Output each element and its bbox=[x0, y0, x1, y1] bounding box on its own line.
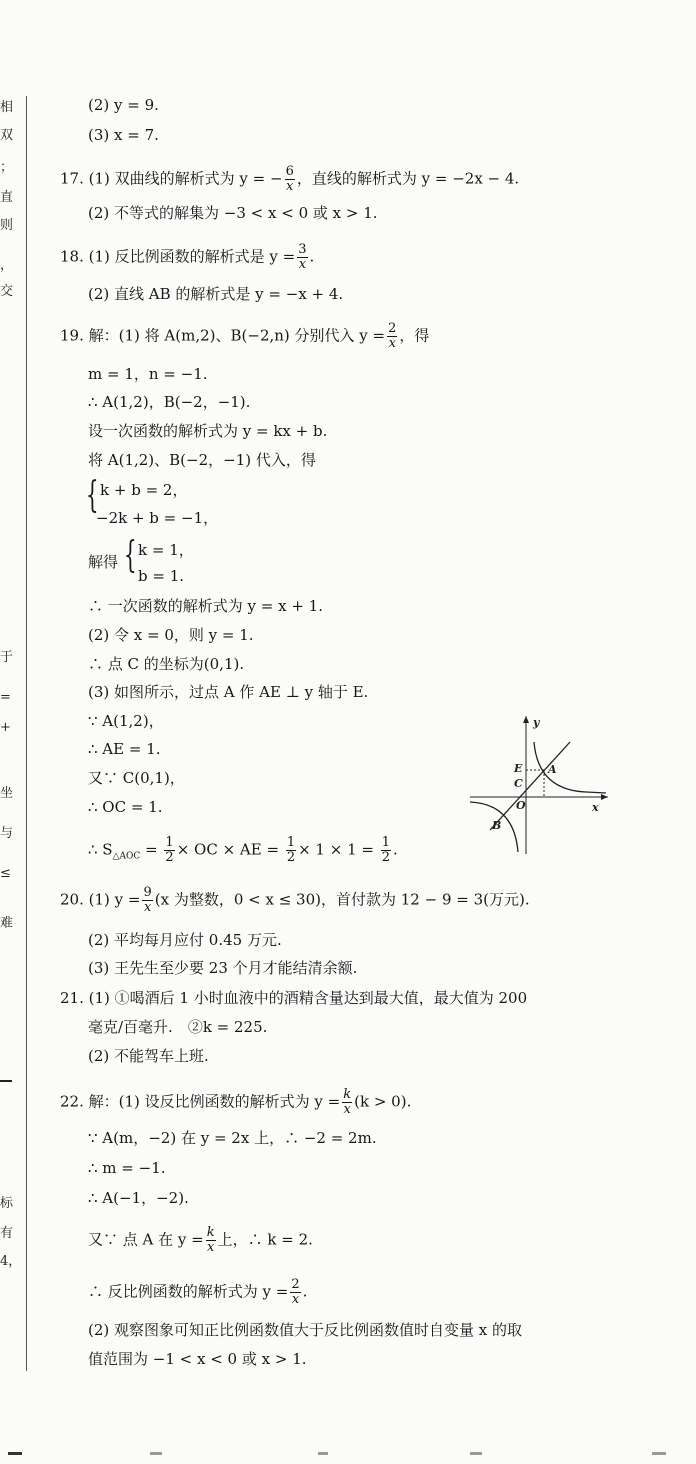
text-run: (1) 双曲线的解析式为 y = − bbox=[88, 169, 283, 188]
fraction bbox=[285, 165, 295, 194]
answer-line: 设一次函数的解析式为 y = kx + b. bbox=[88, 422, 328, 440]
equation-line: −2k + b = −1， bbox=[96, 509, 219, 527]
text-run: ，直线的解析式为 y = −2x − 4. bbox=[296, 169, 520, 188]
text-run: (1) ①喝酒后 1 小时血液中的酒精含量达到最大值，最大值为 200 bbox=[88, 989, 528, 1007]
question-number: 22. bbox=[60, 1092, 84, 1111]
left-brace: { bbox=[124, 535, 137, 576]
answer-line: 将 A(1,2)、B(−2，−1) 代入，得 bbox=[88, 451, 316, 469]
answer-line: 值范围为 −1 < x < 0 或 x > 1. bbox=[88, 1350, 307, 1368]
label-E: E bbox=[514, 762, 523, 775]
edge-char: 标 bbox=[0, 1196, 14, 1211]
edge-char: + bbox=[0, 720, 11, 735]
question-19-line-1 bbox=[60, 322, 429, 351]
text-run: (1) 反比例函数的解析式是 y = bbox=[88, 247, 296, 266]
edge-arrow-mark bbox=[0, 1080, 12, 1082]
answer-line: ∴ 点 C 的坐标为(0,1). bbox=[88, 655, 245, 673]
fraction-numerator: 9 bbox=[143, 885, 152, 900]
answer-line: (2) 不能驾车上班. bbox=[88, 1047, 209, 1065]
y-axis-arrow bbox=[523, 716, 529, 723]
fraction bbox=[142, 886, 152, 915]
subscript: △AOC bbox=[112, 851, 141, 862]
label-A: A bbox=[548, 763, 557, 776]
margin-rule bbox=[26, 96, 27, 1371]
answer-line: ∴ AE = 1. bbox=[88, 740, 161, 758]
question-number: 21. bbox=[60, 989, 84, 1007]
fraction-denominator: x bbox=[143, 900, 152, 915]
fraction-numerator: 3 bbox=[298, 242, 307, 257]
answer-line: 又∵ C(0,1)， bbox=[88, 769, 185, 787]
text-run: ，得 bbox=[399, 326, 430, 345]
answer-line-fraction bbox=[88, 1226, 313, 1255]
question-22-line-1 bbox=[60, 1088, 411, 1117]
answer-line: (3) x = 7. bbox=[88, 126, 159, 144]
fraction-denominator: x bbox=[286, 179, 294, 194]
fraction-denominator: x bbox=[291, 1292, 300, 1307]
answer-line: ∴ A(1,2)，B(−2，−1). bbox=[88, 393, 251, 411]
edge-char: ， bbox=[0, 258, 14, 273]
edge-char: 交 bbox=[0, 284, 14, 299]
fraction-numerator: k bbox=[206, 1225, 215, 1240]
fraction bbox=[297, 243, 307, 272]
answer-line: 毫克/百毫升. ②k = 225. bbox=[88, 1018, 268, 1036]
fraction-denominator: x bbox=[206, 1240, 215, 1255]
left-brace: { bbox=[86, 475, 99, 516]
answer-line: ∵ A(m，−2) 在 y = 2x 上，∴ −2 = 2m. bbox=[88, 1129, 377, 1147]
fraction-numerator: k bbox=[343, 1087, 352, 1102]
fraction-denominator: x bbox=[388, 336, 396, 351]
equation-line: b = 1. bbox=[138, 567, 185, 585]
edge-char: 难 bbox=[0, 916, 14, 931]
edge-char: 双 bbox=[0, 128, 14, 143]
answer-line: (2) y = 9. bbox=[88, 96, 159, 114]
answer-line: ∴ A(−1，−2). bbox=[88, 1189, 189, 1207]
text-run: × 1 × 1 = bbox=[298, 840, 374, 859]
answer-line: (3) 如图所示，过点 A 作 AE ⊥ y 轴于 E. bbox=[88, 683, 369, 701]
coordinate-figure bbox=[466, 712, 614, 858]
solve-label: 解得 bbox=[88, 553, 119, 571]
label-C: C bbox=[514, 777, 523, 790]
fraction-half bbox=[286, 836, 296, 865]
text-run: × OC × AE = bbox=[176, 840, 280, 859]
answer-line: (2) 令 x = 0，则 y = 1. bbox=[88, 626, 254, 644]
x-axis-arrow bbox=[601, 794, 608, 800]
equation-line: k + b = 2， bbox=[100, 481, 188, 499]
fraction-half bbox=[164, 836, 174, 865]
text-run: (x 为整数，0 < x ≤ 30)，首付款为 12 − 9 = 3(万元). bbox=[154, 890, 530, 909]
area-formula-line bbox=[88, 836, 398, 867]
edge-char: ； bbox=[0, 160, 14, 175]
answer-line: (3) 王先生至少要 23 个月才能结清余额. bbox=[88, 959, 358, 977]
fraction-denominator: 2 bbox=[165, 850, 174, 865]
fraction-numerator: 2 bbox=[388, 321, 397, 336]
answer-line: (2) 直线 AB 的解析式是 y = −x + 4. bbox=[88, 285, 344, 303]
edge-char: 相 bbox=[0, 100, 14, 115]
line-y-equals-x-plus-1 bbox=[490, 742, 570, 830]
text-run: (1) y = bbox=[88, 890, 141, 909]
equation-line: k = 1， bbox=[138, 541, 194, 559]
question-20-line-1 bbox=[60, 886, 530, 915]
fraction bbox=[342, 1088, 352, 1117]
text-run: . bbox=[302, 1282, 308, 1301]
text-run: 解：(1) 设反比例函数的解析式为 y = bbox=[88, 1092, 341, 1111]
fraction bbox=[206, 1226, 216, 1255]
answer-line: (2) 不等式的解集为 −3 < x < 0 或 x > 1. bbox=[88, 204, 378, 222]
answer-line: ∴ 一次函数的解析式为 y = x + 1. bbox=[88, 597, 323, 615]
edge-char: 4， bbox=[0, 1254, 22, 1269]
fraction-denominator: 2 bbox=[381, 850, 391, 865]
text-run: ∴ 反比例函数的解析式为 y = bbox=[88, 1282, 289, 1301]
edge-char: 有 bbox=[0, 1226, 14, 1241]
question-21-line-1 bbox=[60, 988, 527, 1008]
edge-char: 与 bbox=[0, 826, 14, 841]
text-run: = bbox=[140, 840, 158, 859]
fraction-numerator: 1 bbox=[165, 835, 174, 850]
question-18-line-1 bbox=[60, 243, 314, 272]
question-number: 17. bbox=[60, 169, 84, 188]
question-number: 19. bbox=[60, 326, 84, 345]
label-B: B bbox=[492, 819, 502, 832]
fraction-numerator: 1 bbox=[286, 835, 296, 850]
answer-line: ∴ m = −1. bbox=[88, 1159, 166, 1177]
question-17-line-1 bbox=[60, 165, 519, 194]
label-O: O bbox=[516, 799, 526, 812]
scan-mark bbox=[8, 1452, 22, 1455]
text-run: ∴ S bbox=[88, 840, 113, 859]
scan-mark bbox=[652, 1452, 666, 1455]
hyperbola-branch-right bbox=[534, 742, 606, 793]
scan-mark bbox=[150, 1452, 162, 1455]
text-run: 又∵ 点 A 在 y = bbox=[88, 1230, 204, 1249]
answer-line: ∵ A(1,2)， bbox=[88, 712, 164, 730]
text-run: 解：(1) 将 A(m,2)、B(−2,n) 分别代入 y = bbox=[88, 326, 386, 345]
text-run: (k > 0). bbox=[354, 1092, 412, 1111]
edge-char: 则 bbox=[0, 218, 14, 233]
answer-line: ∴ OC = 1. bbox=[88, 798, 163, 816]
edge-char: = bbox=[0, 690, 11, 705]
text-run: . bbox=[393, 840, 398, 859]
text-run: . bbox=[309, 247, 315, 266]
fraction-numerator: 2 bbox=[291, 1277, 300, 1292]
answer-line: (2) 观察图象可知正比例函数值大于反比例函数值时自变量 x 的取 bbox=[88, 1321, 523, 1339]
question-number: 20. bbox=[60, 890, 84, 909]
fraction-half bbox=[381, 836, 391, 865]
fraction bbox=[387, 322, 397, 351]
answer-line-fraction bbox=[88, 1278, 307, 1307]
label-x: x bbox=[592, 801, 599, 814]
fraction-numerator: 1 bbox=[381, 835, 391, 850]
answer-line: (2) 平均每月应付 0.45 万元. bbox=[88, 931, 282, 949]
label-y: y bbox=[533, 716, 540, 729]
text-run: 上，∴ k = 2. bbox=[217, 1230, 313, 1249]
scan-mark bbox=[470, 1452, 482, 1455]
fraction bbox=[290, 1278, 300, 1307]
answer-line: m = 1，n = −1. bbox=[88, 365, 208, 383]
fraction-denominator: x bbox=[298, 257, 307, 272]
fraction-denominator: x bbox=[343, 1102, 351, 1117]
edge-char: 于 bbox=[0, 650, 14, 665]
edge-char: 直 bbox=[0, 190, 14, 205]
fraction-denominator: 2 bbox=[286, 850, 296, 865]
fraction-numerator: 6 bbox=[285, 164, 294, 179]
edge-char: ≤ bbox=[0, 866, 11, 881]
edge-char: 坐 bbox=[0, 786, 14, 801]
question-number: 18. bbox=[60, 247, 84, 266]
scan-mark bbox=[318, 1452, 328, 1455]
